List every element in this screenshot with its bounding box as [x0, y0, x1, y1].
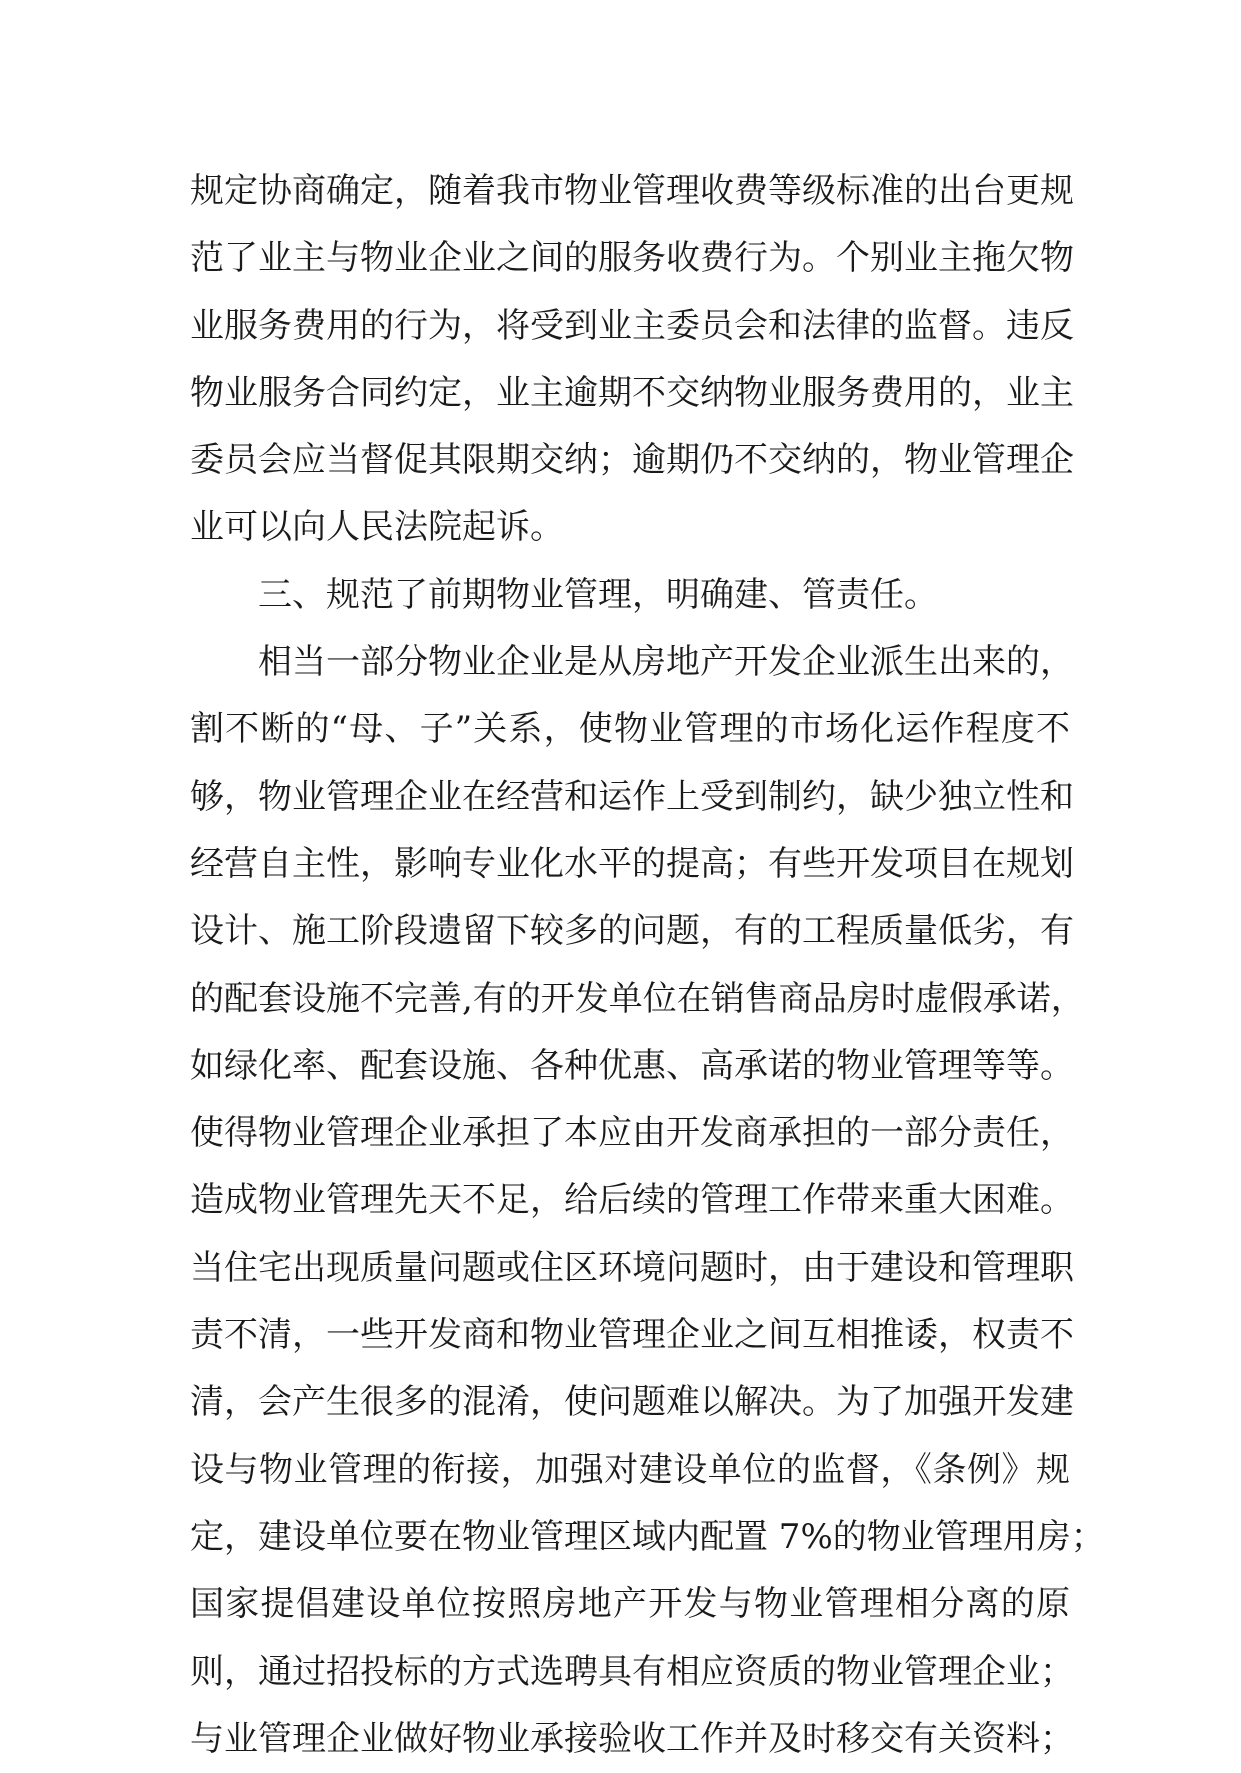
text-line: 则，通过招投标的方式选聘具有相应资质的物业管理企业；	[190, 1651, 1074, 1692]
text-line: 设计、施工阶段遗留下较多的问题，有的工程质量低劣，有	[190, 911, 1074, 952]
text-line: 如绿化率、配套设施、各种优惠、高承诺的物业管理等等。	[190, 1045, 1074, 1086]
text-line: 委员会应当督促其限期交纳；逾期仍不交纳的，物业管理企	[190, 440, 1074, 481]
text-line: 当住宅出现质量问题或住区环境问题时，由于建设和管理职	[190, 1247, 1074, 1288]
document-body	[190, 158, 1105, 1773]
text-line: 够，物业管理企业在经营和运作上受到制约，缺少独立性和	[190, 776, 1074, 817]
text-line: 设与物业管理的衔接，加强对建设单位的监督，《条例》规	[190, 1449, 1070, 1490]
paragraph-continued	[190, 158, 1074, 562]
text-line: 业服务费用的行为，将受到业主委员会和法律的监督。违反	[190, 305, 1074, 346]
text-line: 的配套设施不完善,有的开发单位在销售商品房时虚假承诺，	[190, 978, 1085, 1019]
text-line: 割不断的“母、子”关系，使物业管理的市场化运作程度不	[190, 709, 1070, 750]
text-line: 与业管理企业做好物业承接验收工作并及时移交有关资料；	[190, 1718, 1074, 1759]
text-line: 清，会产生很多的混淆，使问题难以解决。为了加强开发建	[190, 1382, 1074, 1423]
text-line: 物业服务合同约定，业主逾期不交纳物业服务费用的，业主	[190, 372, 1074, 413]
text-line: 定，建设单位要在物业管理区域内配置 7%的物业管理用房；	[190, 1516, 1105, 1557]
text-line: 经营自主性，影响专业化水平的提高；有些开发项目在规划	[190, 843, 1074, 884]
text-line: 业可以向人民法院起诉。	[190, 507, 564, 548]
text-line: 国家提倡建设单位按照房地产开发与物业管理相分离的原	[190, 1584, 1070, 1625]
text-line: 责不清，一些开发商和物业管理企业之间互相推诿，权责不	[190, 1315, 1074, 1356]
text-line: 相当一部分物业企业是从房地产开发企业派生出来的，	[258, 642, 1074, 683]
text-line: 造成物业管理先天不足，给后续的管理工作带来重大困难。	[190, 1180, 1074, 1221]
text-line: 范了业主与物业企业之间的服务收费行为。个别业主拖欠物	[190, 238, 1074, 279]
text-line: 使得物业管理企业承担了本应由开发商承担的一部分责任，	[190, 1113, 1074, 1154]
paragraph	[190, 629, 1105, 1773]
text-line: 规定协商确定，随着我市物业管理收费等级标准的出台更规	[190, 171, 1074, 211]
section-heading: 三、规范了前期物业管理，明确建、管责任。	[258, 574, 938, 615]
